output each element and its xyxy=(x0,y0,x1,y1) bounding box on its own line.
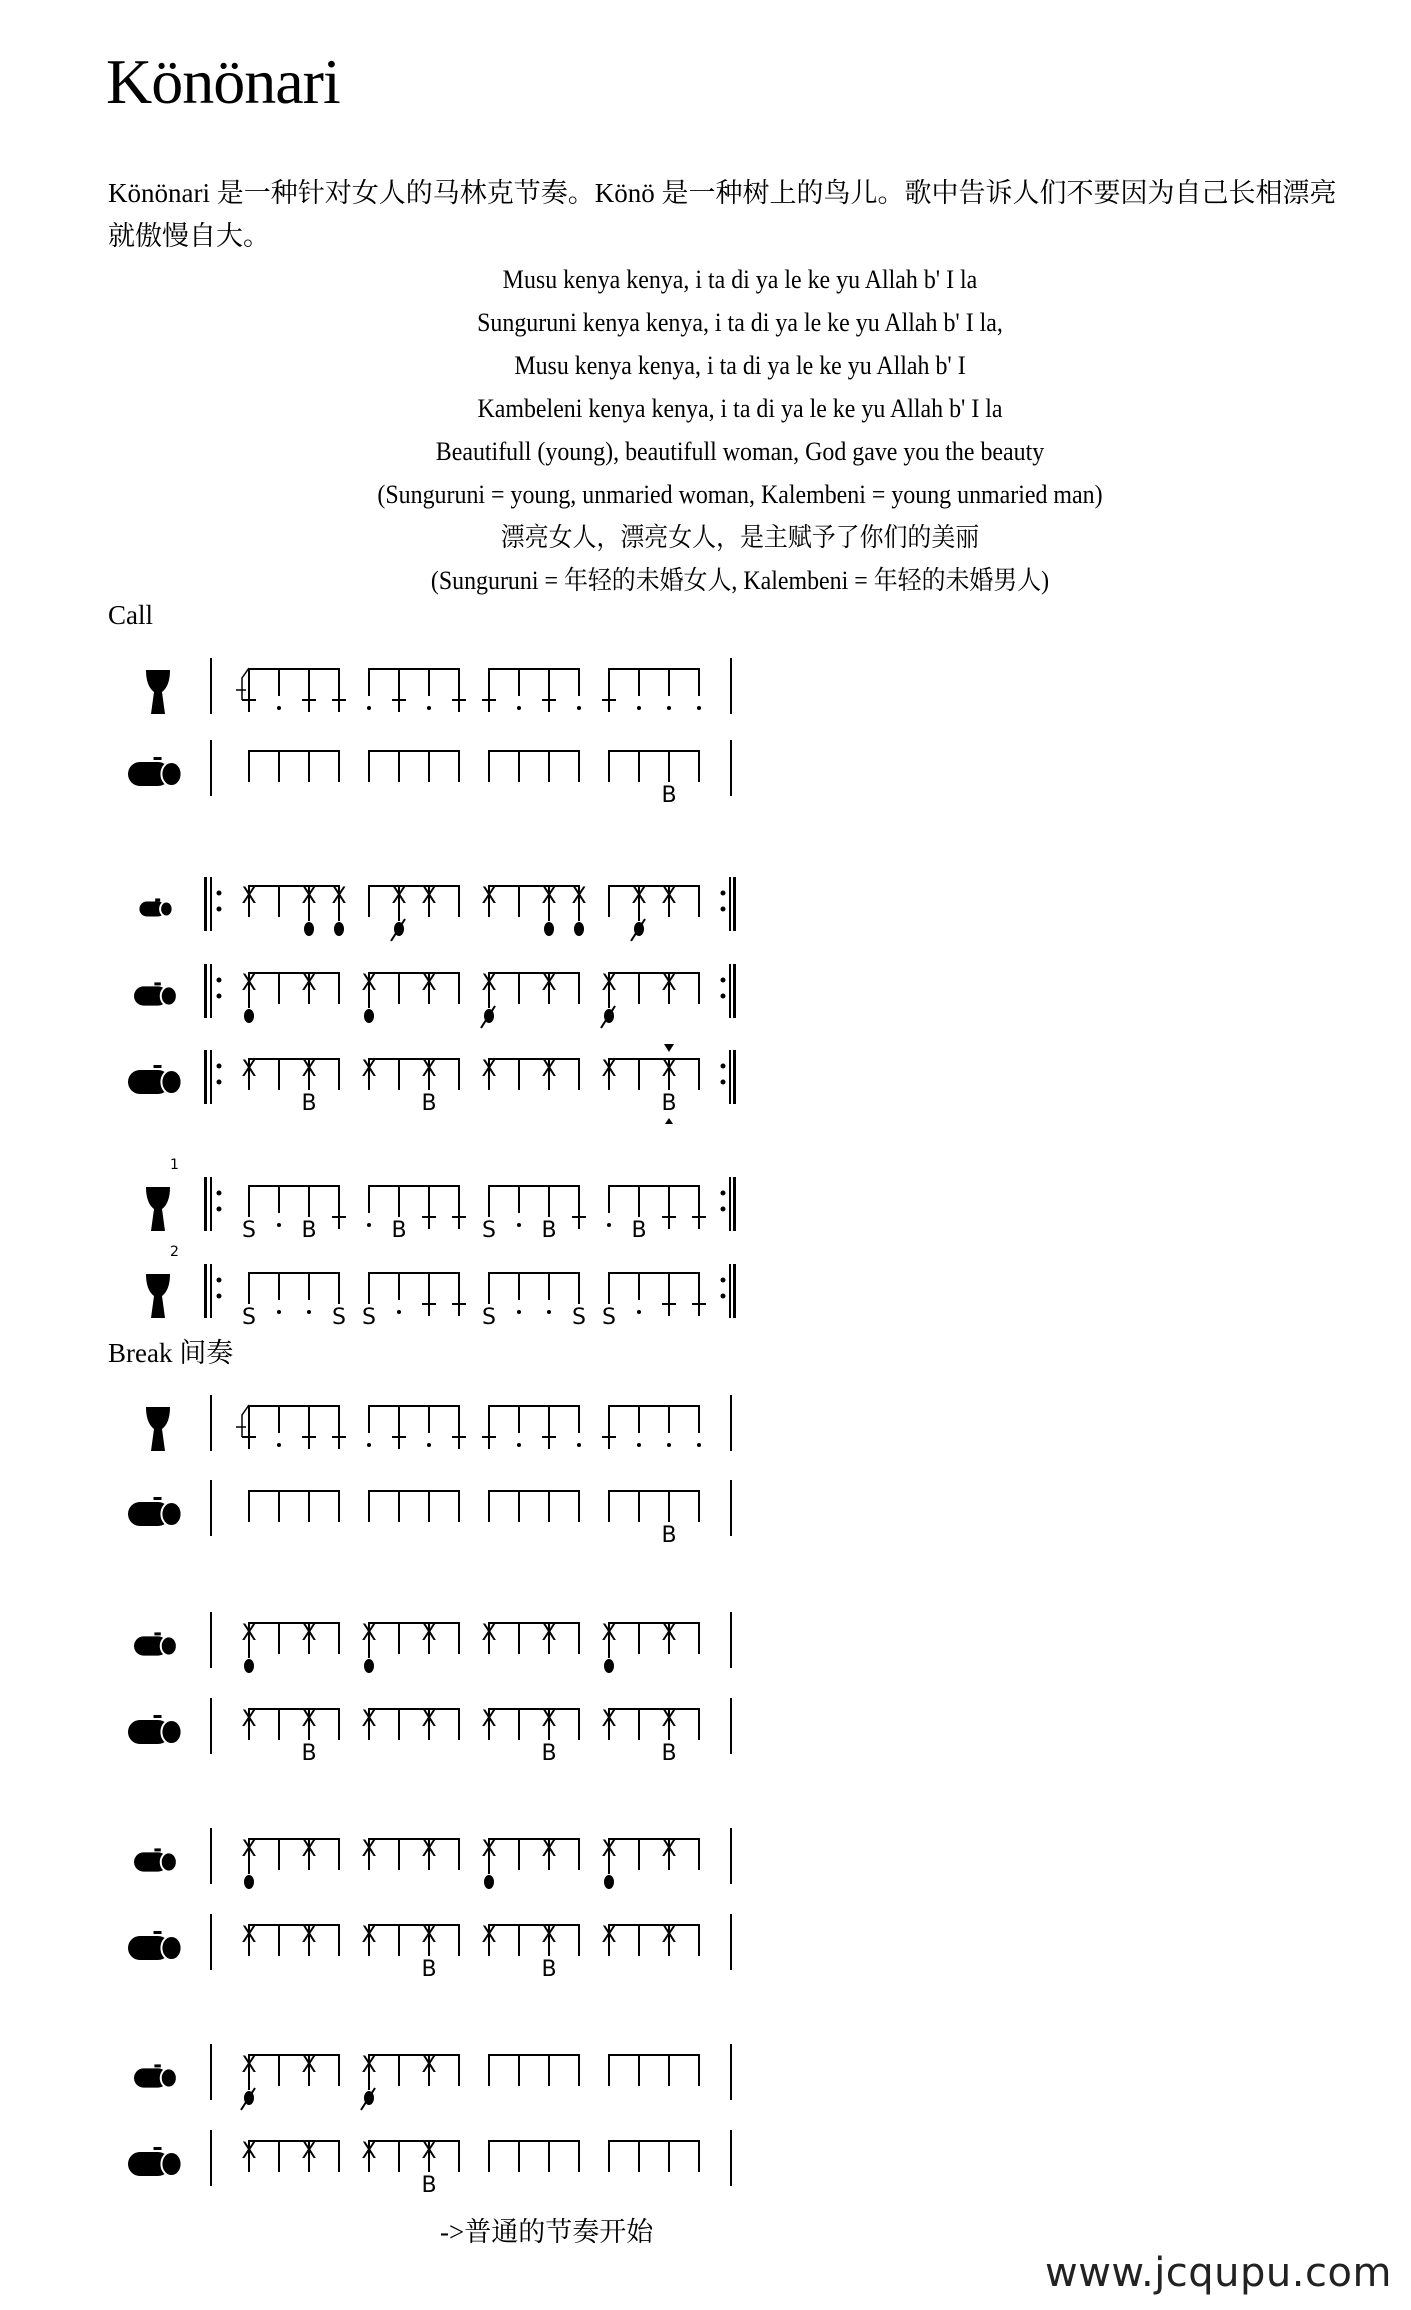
djembe-icon xyxy=(146,1187,170,1231)
bell-stroke: X xyxy=(241,1923,257,1948)
slap-stroke: S xyxy=(242,1218,256,1243)
barline xyxy=(730,1914,732,1970)
bell-stroke: X xyxy=(301,971,317,996)
beam xyxy=(608,750,700,752)
beam xyxy=(248,885,340,887)
beam xyxy=(608,885,700,887)
slap-stroke: S xyxy=(482,1305,496,1330)
sangban-icon xyxy=(134,982,177,1005)
notation-row-break-3-kenkeni xyxy=(134,1828,732,1889)
bass-stroke: B xyxy=(661,1091,677,1116)
barline xyxy=(730,1612,732,1668)
bell-stroke: X xyxy=(661,884,677,909)
beam xyxy=(368,1058,460,1060)
rest-dot xyxy=(427,1443,431,1447)
barline xyxy=(210,1698,212,1754)
beam xyxy=(368,1838,460,1840)
bell-stroke: X xyxy=(391,884,407,909)
beam xyxy=(608,1058,700,1060)
barline xyxy=(210,740,212,796)
notation-row-break-2-dundun xyxy=(128,1698,732,1766)
bass-stroke: B xyxy=(631,1218,647,1243)
bell-stroke: X xyxy=(301,1923,317,1948)
section-label-call: Call xyxy=(108,600,153,630)
bell-stroke: X xyxy=(601,1707,617,1732)
beam xyxy=(488,1405,580,1407)
sangban-icon xyxy=(134,1848,177,1871)
flam-grace-note xyxy=(242,668,249,700)
barline xyxy=(210,1612,212,1668)
beam xyxy=(248,750,340,752)
bell-stroke: X xyxy=(301,2053,317,2078)
beam xyxy=(608,2054,700,2056)
beam xyxy=(248,1708,340,1710)
beam xyxy=(248,972,340,974)
bell-stroke: X xyxy=(241,1837,257,1862)
bell-stroke: X xyxy=(661,1837,677,1862)
bell-stroke: X xyxy=(541,884,557,909)
beam xyxy=(608,1185,700,1187)
rest-dot xyxy=(637,1443,641,1447)
bell-stroke: X xyxy=(481,1923,497,1948)
bell-stroke: X xyxy=(331,884,347,909)
bell-stroke: X xyxy=(301,1707,317,1732)
bass-stroke: B xyxy=(301,1218,317,1243)
slap-stroke: S xyxy=(602,1305,616,1330)
barline xyxy=(210,1480,212,1536)
djembe-icon xyxy=(146,1407,170,1451)
beam xyxy=(368,972,460,974)
notation-row-call-dundun xyxy=(128,740,732,808)
notation-row-dundunba xyxy=(128,1044,736,1124)
open-stroke xyxy=(244,1875,254,1889)
rest-dot xyxy=(607,1223,611,1227)
bell-stroke: X xyxy=(301,2139,317,2164)
open-stroke xyxy=(484,1875,494,1889)
rest-dot xyxy=(277,1443,281,1447)
bell-stroke: X xyxy=(661,1707,677,1732)
barline xyxy=(730,1698,732,1754)
dundunba-icon xyxy=(128,2147,182,2176)
slap-stroke: S xyxy=(362,1305,376,1330)
bass-stroke: B xyxy=(541,1741,557,1766)
lyric-line: Beautifull (young), beautifull woman, God gave you the beauty xyxy=(435,437,1045,466)
beam xyxy=(608,972,700,974)
beam xyxy=(488,1708,580,1710)
bell-stroke: X xyxy=(421,884,437,909)
solo-number: 1 xyxy=(170,1157,179,1173)
bell-stroke: X xyxy=(421,971,437,996)
lyric-line: 漂亮女人，漂亮女人，是主赋予了你们的美丽 xyxy=(500,523,980,552)
footer-note: ->普通的节奏开始 xyxy=(440,2217,654,2247)
rest-dot xyxy=(277,706,281,710)
repeat-end-barline xyxy=(729,1050,731,1104)
rest-dot xyxy=(577,1443,581,1447)
beam xyxy=(368,750,460,752)
bell-stroke: X xyxy=(541,1923,557,1948)
beam xyxy=(248,1058,340,1060)
bell-stroke: X xyxy=(541,1621,557,1646)
bass-stroke: B xyxy=(541,1957,557,1982)
rest-dot xyxy=(547,1310,551,1314)
notation-row-break-4-dundun xyxy=(128,2130,732,2198)
bell-stroke: X xyxy=(241,1707,257,1732)
lyric-line: Musu kenya kenya, i ta di ya le ke yu Allah b' I xyxy=(514,351,966,380)
barline xyxy=(730,2130,732,2186)
beam xyxy=(608,2140,700,2142)
rest-dot xyxy=(667,1443,671,1447)
bell-stroke: X xyxy=(361,1923,377,1948)
bell-stroke: X xyxy=(361,1621,377,1646)
barline xyxy=(730,658,732,714)
rest-dot xyxy=(277,1310,281,1314)
repeat-end-barline xyxy=(729,877,731,931)
rest-dot xyxy=(697,1443,701,1447)
slap-stroke: S xyxy=(482,1218,496,1243)
rest-dot xyxy=(637,706,641,710)
slap-stroke: S xyxy=(332,1305,346,1330)
bell-stroke: X xyxy=(601,1923,617,1948)
bell-stroke: X xyxy=(241,971,257,996)
notation-row-break-4-kenkeni xyxy=(134,2044,732,2110)
rest-dot xyxy=(427,706,431,710)
bell-stroke: X xyxy=(361,1057,377,1082)
bell-stroke: X xyxy=(421,1837,437,1862)
beam xyxy=(248,1272,340,1274)
beam xyxy=(368,1708,460,1710)
bass-stroke: B xyxy=(661,1741,677,1766)
barline xyxy=(730,1828,732,1884)
bell-stroke: X xyxy=(241,884,257,909)
bell-stroke: X xyxy=(571,884,587,909)
slap-stroke: S xyxy=(242,1305,256,1330)
bell-stroke: X xyxy=(541,1707,557,1732)
lyric-line: (Sunguruni = young, unmaried woman, Kalembeni = young unmaried man) xyxy=(377,480,1103,509)
barline xyxy=(730,1395,732,1451)
bell-stroke: X xyxy=(601,1057,617,1082)
bell-stroke: X xyxy=(631,884,647,909)
flam-grace-note xyxy=(242,1405,249,1437)
repeat-start-barline xyxy=(204,1050,207,1104)
rest-dot xyxy=(697,706,701,710)
bell-stroke: X xyxy=(421,2139,437,2164)
notation-row-break-djembe xyxy=(146,1395,732,1451)
repeat-start-barline xyxy=(204,1264,207,1318)
bell-stroke: X xyxy=(361,2053,377,2078)
bell-stroke: X xyxy=(661,1057,677,1082)
bell-stroke: X xyxy=(301,1621,317,1646)
djembe-icon xyxy=(146,1274,170,1318)
notation-row-break-3-dundun xyxy=(128,1914,732,1982)
beam xyxy=(368,885,460,887)
open-stroke xyxy=(334,922,344,936)
bell-stroke: X xyxy=(361,971,377,996)
beam xyxy=(608,1708,700,1710)
bass-stroke: B xyxy=(421,1091,437,1116)
barline xyxy=(730,740,732,796)
beam xyxy=(368,2140,460,2142)
beam xyxy=(488,668,580,670)
beam xyxy=(488,1058,580,1060)
beam xyxy=(368,668,460,670)
lyric-line: Kambeleni kenya kenya, i ta di ya le ke yu Allah b' I la xyxy=(477,394,1003,423)
barline xyxy=(210,1914,212,1970)
beam xyxy=(608,1924,700,1926)
beam xyxy=(248,1622,340,1624)
beam xyxy=(608,1838,700,1840)
beam xyxy=(368,1622,460,1624)
beam xyxy=(248,1838,340,1840)
bell-stroke: X xyxy=(241,1621,257,1646)
barline xyxy=(730,1480,732,1536)
bell-stroke: X xyxy=(301,884,317,909)
beam xyxy=(488,1272,580,1274)
bell-stroke: X xyxy=(601,1621,617,1646)
beam xyxy=(248,668,340,670)
page-title: Könönari xyxy=(106,46,340,117)
beam xyxy=(248,2140,340,2142)
open-stroke xyxy=(364,1659,374,1673)
rest-dot xyxy=(367,1223,371,1227)
barline xyxy=(210,658,212,714)
beam xyxy=(248,2054,340,2056)
open-stroke xyxy=(364,1009,374,1023)
bell-stroke: X xyxy=(241,1057,257,1082)
bell-stroke: X xyxy=(301,1057,317,1082)
bell-stroke: X xyxy=(481,1707,497,1732)
watermark: www.jcqupu.com xyxy=(1045,2250,1392,2296)
open-stroke xyxy=(244,1659,254,1673)
rest-dot xyxy=(367,706,371,710)
bell-stroke: X xyxy=(481,1057,497,1082)
sangban-icon xyxy=(134,2064,177,2087)
repeat-start-barline xyxy=(204,964,207,1018)
notation-row-solo-2 xyxy=(146,1244,736,1330)
bell-stroke: X xyxy=(421,1707,437,1732)
bass-stroke: B xyxy=(421,1957,437,1982)
notation-row-solo-1 xyxy=(146,1157,736,1243)
bell-stroke: X xyxy=(661,1923,677,1948)
bell-stroke: X xyxy=(301,1837,317,1862)
beam xyxy=(608,1272,700,1274)
beam xyxy=(608,668,700,670)
slap-stroke: S xyxy=(572,1305,586,1330)
notation-row-break-2-kenkeni xyxy=(134,1612,732,1673)
open-stroke xyxy=(604,1659,614,1673)
rest-dot xyxy=(397,1310,401,1314)
bell-stroke: X xyxy=(421,1621,437,1646)
beam xyxy=(248,1924,340,1926)
beam xyxy=(368,1272,460,1274)
repeat-end-barline xyxy=(729,1177,731,1231)
open-stroke xyxy=(544,922,554,936)
beam xyxy=(488,885,580,887)
bell-stroke: X xyxy=(361,1707,377,1732)
djembe-icon xyxy=(146,670,170,714)
rest-dot xyxy=(517,1310,521,1314)
bell-stroke: X xyxy=(361,2139,377,2164)
beam xyxy=(608,1490,700,1492)
sangban-icon xyxy=(134,1632,177,1655)
bell-stroke: X xyxy=(241,2139,257,2164)
barline xyxy=(210,2044,212,2100)
rest-dot xyxy=(517,706,521,710)
bell-stroke: X xyxy=(541,971,557,996)
dundunba-icon xyxy=(128,1065,182,1094)
kenkeni-icon xyxy=(139,898,172,916)
bell-stroke: X xyxy=(661,1621,677,1646)
bass-stroke: B xyxy=(301,1091,317,1116)
repeat-end-barline xyxy=(729,1264,731,1318)
beam xyxy=(488,1838,580,1840)
bell-stroke: X xyxy=(601,971,617,996)
bass-stroke: B xyxy=(661,1523,677,1548)
rest-dot xyxy=(517,1443,521,1447)
rest-dot xyxy=(277,1223,281,1227)
bell-stroke: X xyxy=(361,1837,377,1862)
beam xyxy=(608,1622,700,1624)
beam xyxy=(488,1185,580,1187)
bass-stroke: B xyxy=(661,783,677,808)
open-stroke xyxy=(244,1009,254,1023)
beam xyxy=(368,1185,460,1187)
bell-stroke: X xyxy=(481,971,497,996)
bass-stroke: B xyxy=(301,1741,317,1766)
bell-stroke: X xyxy=(421,1057,437,1082)
beam xyxy=(488,972,580,974)
bell-stroke: X xyxy=(661,971,677,996)
dundunba-icon xyxy=(128,1715,182,1744)
bell-stroke: X xyxy=(481,1837,497,1862)
section-label-break: Break 间奏 xyxy=(108,1338,234,1368)
bass-stroke: B xyxy=(421,2173,437,2198)
beam xyxy=(488,2054,580,2056)
open-stroke xyxy=(604,1875,614,1889)
lyric-line: Musu kenya kenya, i ta di ya le ke yu Allah b' I la xyxy=(502,265,978,294)
bell-stroke: X xyxy=(601,1837,617,1862)
rest-dot xyxy=(637,1310,641,1314)
bell-stroke: X xyxy=(421,2053,437,2078)
open-stroke xyxy=(574,922,584,936)
repeat-start-barline xyxy=(204,1177,207,1231)
beam xyxy=(488,1490,580,1492)
beam xyxy=(488,1622,580,1624)
beam xyxy=(368,1924,460,1926)
intro-paragraph: Könönari 是一种针对女人的马林克节奏。Könö 是一种树上的鸟儿。歌中告诉人们不要因为自己长相漂亮就傲慢自大。 xyxy=(108,178,1337,251)
beam xyxy=(368,1490,460,1492)
barline xyxy=(210,2130,212,2186)
beam xyxy=(488,2140,580,2142)
open-stroke xyxy=(304,922,314,936)
bell-stroke: X xyxy=(541,1057,557,1082)
dundunba-icon xyxy=(128,1497,182,1526)
beam xyxy=(368,2054,460,2056)
bell-stroke: X xyxy=(481,1621,497,1646)
dundunba-icon xyxy=(128,1931,182,1960)
beam xyxy=(248,1405,340,1407)
accent-marker xyxy=(664,1044,674,1052)
repeat-start-barline xyxy=(204,877,207,931)
notation-row-break-dundun xyxy=(128,1480,732,1548)
solo-number: 2 xyxy=(170,1244,179,1260)
beam xyxy=(248,1185,340,1187)
bell-stroke: X xyxy=(241,2053,257,2078)
barline xyxy=(210,1395,212,1451)
notation-row-call-djembe xyxy=(146,658,732,714)
lyric-line: (Sunguruni = 年轻的未婚女人, Kalembeni = 年轻的未婚男人) xyxy=(430,566,1050,595)
repeat-end-barline xyxy=(729,964,731,1018)
beam xyxy=(488,750,580,752)
lyric-line: Sunguruni kenya kenya, i ta di ya le ke yu Allah b' I la, xyxy=(477,308,1003,337)
rest-dot xyxy=(517,1223,521,1227)
bass-stroke: B xyxy=(391,1218,407,1243)
bell-stroke: X xyxy=(421,1923,437,1948)
barline xyxy=(730,2044,732,2100)
rest-dot xyxy=(667,706,671,710)
bell-stroke: X xyxy=(481,884,497,909)
beam xyxy=(608,1405,700,1407)
notation-row-sangban xyxy=(134,964,736,1028)
dundunba-icon xyxy=(128,757,182,786)
beam xyxy=(248,1490,340,1492)
bass-stroke: B xyxy=(541,1218,557,1243)
rest-dot xyxy=(367,1443,371,1447)
barline xyxy=(210,1828,212,1884)
rest-dot xyxy=(577,706,581,710)
bell-stroke: X xyxy=(541,1837,557,1862)
beam xyxy=(488,1924,580,1926)
notation-row-kenkeni xyxy=(139,877,736,941)
rest-dot xyxy=(307,1310,311,1314)
beam xyxy=(368,1405,460,1407)
